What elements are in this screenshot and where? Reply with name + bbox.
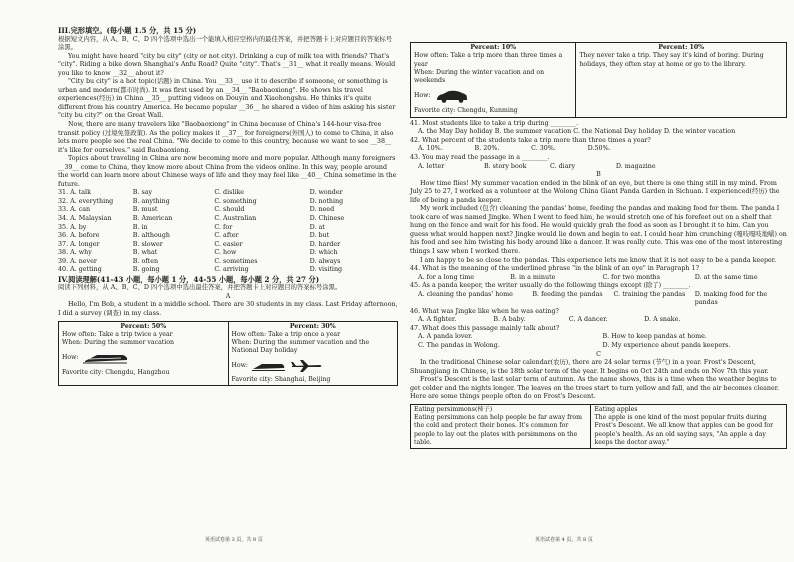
box-how-often: How often: Take a trip more than three times a year xyxy=(414,52,563,68)
train-icon xyxy=(252,360,286,372)
passage-paragraph: Topics about traveling in China are now becoming more and more popular. Although many foreigners __39__ come to China, they know more about China from the videos online. In this way, people around the world can learn more about Chinese ways of life and they may feel like __40__ China sometime in the future. xyxy=(58,155,397,188)
option: C. The pandas in Wolong. xyxy=(418,342,500,349)
survey-box-30 xyxy=(228,321,398,385)
option: C. something xyxy=(214,197,257,205)
option: C. Australian xyxy=(214,214,257,222)
option-row xyxy=(58,258,398,267)
passage-b-paragraph: I am happy to be so close to the pandas. This experience lets me know that it is not easy to be a panda keeper. xyxy=(420,256,777,264)
option: D. visiting xyxy=(309,266,343,274)
option: D. which xyxy=(309,249,338,257)
box-when: When: During the winter vacation and on weekends xyxy=(414,68,545,85)
option: 39. A. never xyxy=(58,257,97,265)
option: A. letter xyxy=(418,162,445,170)
box-when: When: During the summer vacation xyxy=(62,339,174,347)
option: A. A fighter. xyxy=(418,316,457,324)
option: 32. A. everything xyxy=(58,197,114,205)
option: 33. A. can xyxy=(58,206,91,214)
box-favorite-city: Favorite city: Shanghai, Beijing xyxy=(231,375,331,383)
section3-instructions: 根据短文内容，从 A、B、C、D 四个选项中选出一个能填入相应空格内的最佳答案，并把答题卡上对应题目的答案标号涂黑。 xyxy=(58,35,393,52)
option: 31. A. talk xyxy=(58,189,91,197)
option: B. A baby. xyxy=(493,316,526,324)
option: D. harder xyxy=(309,240,341,248)
question-44-options xyxy=(410,274,787,283)
option: C. training the pandas xyxy=(613,290,686,298)
section4-instructions: 阅读下列材料，从 A、B、C、D 四个选项中选出最佳答案，并把答题卡上对应题目的答案标号涂黑。 xyxy=(58,284,342,292)
box-title: Percent: 50% xyxy=(120,322,167,330)
apple-box xyxy=(591,404,787,448)
option: C. arriving xyxy=(214,266,249,274)
question-44: 44. What is the meaning of the underlined phrase "in the blink of an eye" in Paragraph 1? xyxy=(410,265,699,273)
passage-b-paragraph: My work included (包含) cleaning the pandas' home, feeding the pandas and making food for them. The panda I took care of was named Jingke. When I went to feed him, he would stretch one of his forefeet out on a shelf that hung on the fence and wait for his food. He would quickly grab the food as soon as I brought it to him. Can you guess what would happen next? Jingke would lie down and begin to eat. I could hear him crunching (嘎吱嘎吱地嚼) on his food and see him twisting his body around like a dancer. It was really cute. This was one of the most interesting things I saw when I worked there. xyxy=(410,205,787,255)
question-45-options xyxy=(410,291,787,308)
option: B. American xyxy=(132,214,173,222)
option: D. always xyxy=(309,257,341,265)
option: D. nothing xyxy=(309,197,344,205)
question-42: 42. What percent of the students take a trip more than three times a year? xyxy=(410,136,651,144)
option: D. making food for the pandas xyxy=(694,290,768,307)
survey-box-10-trip xyxy=(411,43,576,118)
passage-c-paragraph: In the traditional Chinese solar calendar(农历), there are 24 solar terms (节气) in a year. Frost's Descent, Shuangjiang in Chinese, is the 18th solar term of the year. It begins on Oct 24th and ends on Nov 7th this year. xyxy=(410,359,769,375)
option: D. need xyxy=(309,206,335,214)
box-text: Eating persimmons can help people be far away from the cold and protect their bones. It's common for people to lay out the plates with persimmons on the table. xyxy=(414,414,582,447)
option: C. for two months xyxy=(602,273,661,281)
box-title: Percent: 30% xyxy=(289,322,336,330)
option: D. but xyxy=(309,232,330,240)
box-how-row xyxy=(232,356,395,376)
option-row xyxy=(58,189,398,198)
box-how-row xyxy=(62,347,225,369)
option: B. say xyxy=(132,189,153,197)
passage-a-intro: Hello, I'm Bob, a student in a middle school. There are 30 students in my class. Last Friday afternoon, I did a survey (调查) in my class. xyxy=(58,301,398,317)
option: C. A dancer. xyxy=(568,316,608,324)
option: B. anything xyxy=(132,197,170,205)
option: A. for a long time xyxy=(418,273,474,281)
box-text: They never take a trip. They say it's kind of boring. During holidays, they often stay at home or go to the library. xyxy=(579,52,764,68)
option: B. often xyxy=(132,257,159,265)
box-title: Eating persimmons(柿子) xyxy=(414,405,493,413)
option: C. easier xyxy=(214,240,243,248)
option: 36. A. before xyxy=(58,232,100,240)
section4-title: IV.阅读理解(41-43 小题，每小题 1 分，44-55 小题，每小题 2 分，共 27 分) xyxy=(58,274,320,284)
option: A. A panda lover. xyxy=(418,333,473,341)
question-41-options: A. the May Day holiday B. the summer vacation C. the National Day holiday D. the winter vacation xyxy=(418,128,736,136)
persimmon-box xyxy=(411,404,591,448)
survey-box-50 xyxy=(59,321,229,385)
option: 40. A. getting xyxy=(58,266,102,274)
box-title: Percent: 10% xyxy=(658,44,705,51)
section3-title: III.完形填空。(每小题 1.5 分，共 15 分) xyxy=(58,26,197,35)
option: B. must xyxy=(132,206,158,214)
option: B. How to keep pandas at home. xyxy=(602,333,707,341)
option: B. 20%. xyxy=(474,145,500,153)
option: D. at xyxy=(309,223,325,231)
option: D. wonder xyxy=(309,189,343,197)
box-title: Percent: 10% xyxy=(470,44,517,51)
box-when: When: During the summer vacation and the National Day holiday xyxy=(231,339,370,355)
question-41: 41. Most students like to take a trip during ________. xyxy=(410,119,579,127)
question-43: 43. You may read the passage in a ________. xyxy=(410,153,550,161)
option: C. 30%. xyxy=(531,145,556,153)
option: C. should xyxy=(214,206,245,214)
left-page xyxy=(58,26,398,388)
survey-box-10-never xyxy=(576,43,787,118)
option: B. feeding the pandas xyxy=(532,290,603,298)
option: B. in xyxy=(132,223,148,231)
right-page xyxy=(410,40,787,451)
option: D. A snake. xyxy=(644,316,681,324)
option: 35. A. by xyxy=(58,223,87,231)
option: D. Chinese xyxy=(309,214,345,222)
cloze-options xyxy=(58,189,398,274)
box-favorite-city: Favorite city: Chengdu, Hangzhou xyxy=(62,369,170,377)
option-row xyxy=(58,224,398,233)
option-row xyxy=(58,232,398,241)
option: D.50%. xyxy=(587,145,611,153)
option: 38. A. why xyxy=(58,249,92,257)
option-row xyxy=(58,215,398,224)
box-how-row xyxy=(414,85,572,107)
passage-label-c: C xyxy=(596,350,601,358)
passage-b-paragraph: How time flies! My summer vacation ended in the blink of an eye, but there is one thing still in my mind. From July 25 to 27, I worked as a volunteer at the Wolong China Giant Panda Garden in Sichuan. I experienced(经历) the life of being a panda keeper. xyxy=(410,179,780,204)
question-42-options xyxy=(410,145,644,154)
page-footer-right: 英语试卷第 4 页，共 8 页 xyxy=(535,537,593,543)
question-46-options xyxy=(410,316,720,325)
option: C. for xyxy=(214,223,233,231)
question-47-options xyxy=(410,333,787,350)
option-row xyxy=(58,266,398,275)
box-favorite-city: Favorite city: Chengdu, Kunming xyxy=(414,107,518,115)
survey-table-right xyxy=(410,42,787,118)
option: C. sometimes xyxy=(214,257,258,265)
option-row xyxy=(58,206,398,215)
option: B. slower xyxy=(132,240,163,248)
option: B. going xyxy=(132,266,160,274)
box-how: How: xyxy=(414,92,431,100)
question-46: 46. What was Jingke like when he was eating? xyxy=(410,307,559,315)
option: B. although xyxy=(132,232,170,240)
frost-descent-table xyxy=(410,404,787,449)
box-text: The apple is one kind of the most popular fruits during Frost's Descent. We all know that apples can be good for people's health. As an old saying says, "An apple a day keeps the doctor away." xyxy=(594,414,774,447)
question-47: 47. What does this passage mainly talk about? xyxy=(410,324,560,332)
box-how: How: xyxy=(231,361,249,369)
option: A. 10%. xyxy=(418,145,443,153)
passage-paragraph: Now, there are many travelers like "Baobaoxiong" in China because of China's 144-hour visa-free transit policy (过境免签政策). As the policy makes it __37__ for foreigners(外国人) to come to China, it also lets more people see the real China. "We decide to come to this country, because we want to see __38__ it's like for ourselves." said Baobaoxiong. xyxy=(58,120,394,154)
box-how-often: How often: Take a trip twice a year xyxy=(62,330,173,338)
question-45: 45. As a panda keeper, the writer usually do the following things except (除了) ________. xyxy=(410,282,691,290)
option: B. story book xyxy=(483,162,527,170)
option: D. My experience about panda keepers. xyxy=(602,342,731,349)
passage-label-b: B xyxy=(596,171,601,179)
option: C. after xyxy=(214,232,239,240)
passage-paragraph: "City bu city" is a hot topic(话题) in China. You __33__ use it to describe if someone, or something is urban and modern(都市时尚). It was first used by an __34__ "Baobaoxiong". He shows his travel experiences(经历) in China __35__ putting videos on Douyin and Xiaohongshu. He thinks it's quite different from his country America. He became popular __36__ he shared a video of him asking his sister "city bu city?" on the Great Wall. xyxy=(58,78,396,120)
option: C. diary xyxy=(549,162,576,170)
option: D. at the same time xyxy=(694,273,758,281)
option: B. what xyxy=(132,249,158,257)
option: C. dislike xyxy=(214,189,245,197)
option: 37. A. longer xyxy=(58,240,100,248)
high-speed-train-icon xyxy=(83,351,129,365)
airplane-icon xyxy=(290,359,324,373)
survey-table-left xyxy=(58,321,398,386)
option: B. in a minute xyxy=(510,273,556,281)
option: 34. A. Malaysian xyxy=(58,214,112,222)
page-footer-left: 英语试卷第 3 页，共 8 页 xyxy=(205,537,263,543)
box-how: How: xyxy=(62,354,79,362)
passage-paragraph: You might have heard "city bu city" (city or not city). Drinking a cup of milk tea with friends? That's "city". Riding a bike down Shanghai's Anfu Road? Quite "city". That's __31__ what it really means. Would you like to know __32__ about it? xyxy=(58,52,396,77)
car-icon xyxy=(435,88,469,104)
box-title: Eating apples xyxy=(594,405,638,413)
option: C. how xyxy=(214,249,237,257)
question-43-options xyxy=(410,163,682,172)
passage-label-a: A xyxy=(225,292,231,300)
option-row xyxy=(58,249,398,258)
passage-c-paragraph: Frost's Descent is the last solar term of autumn. As the name shows, this is a time when the weather begins to get colder and the nights longer. The leaves on the trees start to turn yellow and fall, and the air becomes cleaner. Here are some things people often do on Frost's Descent. xyxy=(410,376,780,401)
option: D. magazine xyxy=(615,162,656,170)
option-row xyxy=(58,241,398,250)
option: A. cleaning the pandas' home xyxy=(418,290,513,298)
box-how-often: How often: Take a trip once a year xyxy=(231,330,341,338)
